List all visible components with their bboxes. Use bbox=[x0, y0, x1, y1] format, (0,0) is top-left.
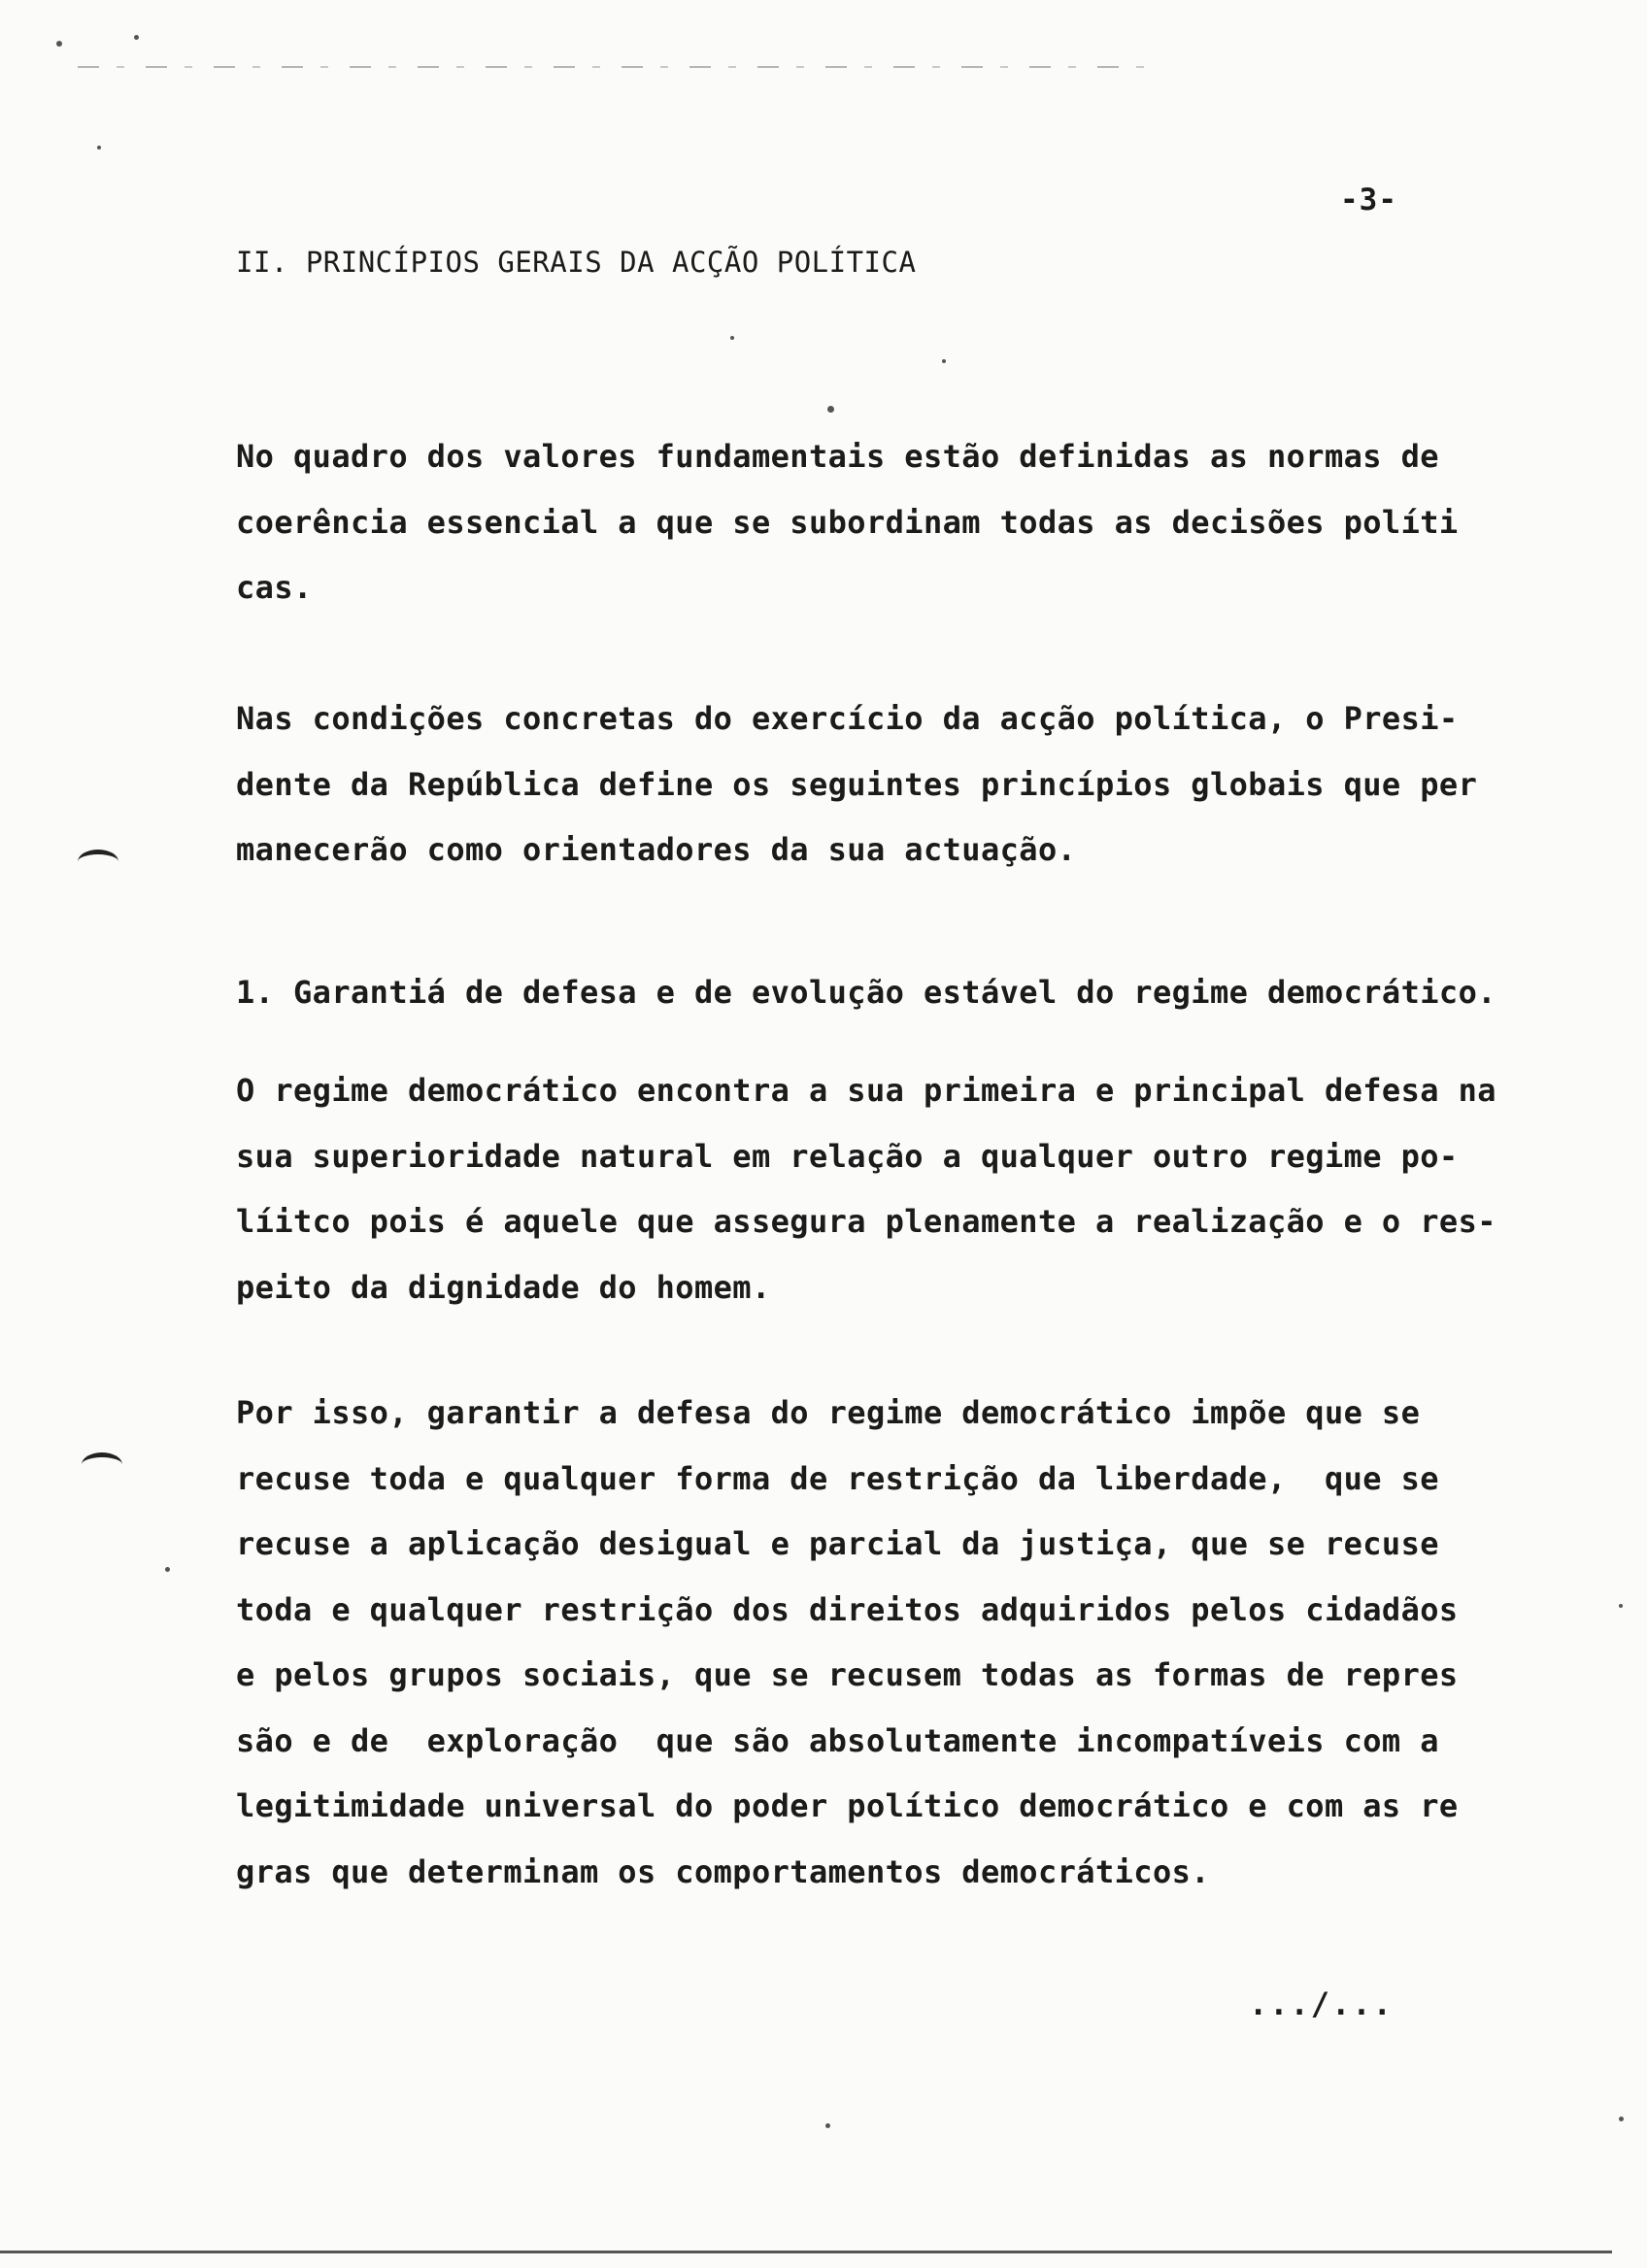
text-line: Por isso, garantir a defesa do regime democrático impõe que se bbox=[236, 1394, 1421, 1431]
text-line: Nas condições concretas do exercício da acção política, o Presi- bbox=[236, 700, 1459, 737]
margin-mark bbox=[82, 1452, 122, 1477]
scan-speck bbox=[165, 1567, 170, 1572]
scan-speck bbox=[942, 359, 946, 363]
text-line: cas. bbox=[236, 569, 313, 606]
paragraph-2 bbox=[236, 686, 1477, 884]
text-line: 1. Garantiá de defesa e de evolução estável do regime democrático. bbox=[236, 974, 1496, 1011]
text-line: líitco pois é aquele que assegura plenamente a realização e o res- bbox=[236, 1203, 1496, 1240]
continuation-marker: .../... bbox=[1249, 1985, 1394, 2022]
scan-speck bbox=[827, 406, 834, 413]
scan-speck bbox=[97, 146, 101, 150]
text-line: manecerão como orientadores da sua actuação. bbox=[236, 831, 1077, 868]
page-number: -3- bbox=[1340, 183, 1397, 217]
text-line: peito da dignidade do homem. bbox=[236, 1268, 771, 1306]
text-line: dente da República define os seguintes princípios globais que per bbox=[236, 765, 1478, 803]
paragraph-3 bbox=[236, 1058, 1496, 1320]
scan-noise-top bbox=[78, 66, 1146, 68]
paragraph-1 bbox=[236, 424, 1459, 621]
scan-speck bbox=[134, 35, 139, 40]
text-line: sua superioridade natural em relação a qualquer outro regime po- bbox=[236, 1137, 1459, 1175]
margin-mark bbox=[78, 850, 118, 874]
scan-speck bbox=[1619, 1604, 1623, 1608]
text-line: toda e qualquer restrição dos direitos adquiridos pelos cidadãos bbox=[236, 1590, 1459, 1628]
text-line: recuse toda e qualquer forma de restrição da liberdade, que se bbox=[236, 1459, 1439, 1497]
text-line: coerência essencial a que se subordinam todas as decisões políti bbox=[236, 503, 1459, 541]
scan-speck bbox=[730, 336, 734, 340]
paragraph-4 bbox=[236, 1381, 1459, 1905]
scan-speck bbox=[825, 2123, 830, 2128]
numbered-point-1 bbox=[236, 960, 1496, 1026]
scan-speck bbox=[1619, 2117, 1624, 2121]
text-line: e pelos grupos sociais, que se recusem todas as formas de repres bbox=[236, 1656, 1459, 1693]
text-line: são e de exploração que são absolutamente incompatíveis com a bbox=[236, 1721, 1439, 1759]
text-line: No quadro dos valores fundamentais estão definidas as normas de bbox=[236, 438, 1439, 475]
section-heading: II. PRINCÍPIOS GERAIS DA ACÇÃO POLÍTICA bbox=[236, 246, 917, 279]
text-line: legitimidade universal do poder político democrático e com as re bbox=[236, 1787, 1459, 1824]
scan-bottom-edge bbox=[0, 2251, 1612, 2253]
scan-speck bbox=[56, 41, 62, 47]
text-line: recuse a aplicação desigual e parcial da justiça, que se recuse bbox=[236, 1525, 1439, 1562]
text-line: gras que determinam os comportamentos democráticos. bbox=[236, 1852, 1210, 1890]
text-line: O regime democrático encontra a sua primeira e principal defesa na bbox=[236, 1072, 1496, 1109]
